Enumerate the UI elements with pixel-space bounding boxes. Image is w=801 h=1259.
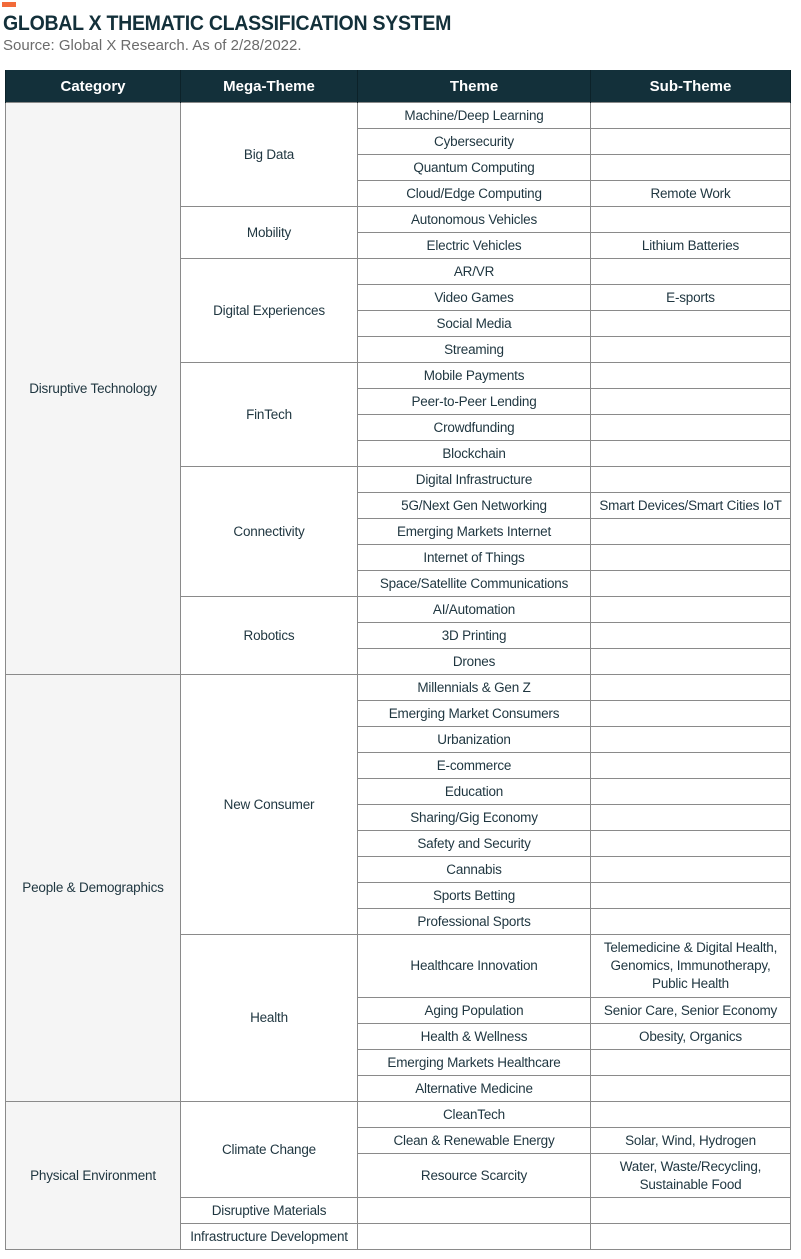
- column-header-sub-theme: Sub-Theme: [591, 70, 791, 103]
- sub-theme-cell: [591, 103, 791, 129]
- sub-theme-cell: [591, 259, 791, 285]
- theme-cell: Sharing/Gig Economy: [358, 805, 591, 831]
- theme-cell: Professional Sports: [358, 909, 591, 935]
- theme-cell: Millennials & Gen Z: [358, 675, 591, 701]
- theme-cell: CleanTech: [358, 1102, 591, 1128]
- mega-theme-cell: New Consumer: [181, 675, 358, 935]
- theme-cell: 5G/Next Gen Networking: [358, 493, 591, 519]
- category-cell: People & Demographics: [6, 675, 181, 1102]
- mega-theme-cell: Climate Change: [181, 1102, 358, 1198]
- theme-cell: Alternative Medicine: [358, 1076, 591, 1102]
- accent-bar: [2, 2, 16, 7]
- theme-cell: Quantum Computing: [358, 155, 591, 181]
- theme-cell: Blockchain: [358, 441, 591, 467]
- sub-theme-cell: [591, 909, 791, 935]
- sub-theme-cell: [591, 649, 791, 675]
- sub-theme-cell: [591, 727, 791, 753]
- sub-theme-cell: Solar, Wind, Hydrogen: [591, 1128, 791, 1154]
- theme-cell: Peer-to-Peer Lending: [358, 389, 591, 415]
- theme-cell: Emerging Market Consumers: [358, 701, 591, 727]
- sub-theme-cell: Remote Work: [591, 181, 791, 207]
- sub-theme-cell: Telemedicine & Digital Health, Genomics, Immunotherapy, Public Health: [591, 935, 791, 998]
- theme-cell: Mobile Payments: [358, 363, 591, 389]
- sub-theme-cell: [591, 1224, 791, 1250]
- column-header-category: Category: [6, 70, 181, 103]
- table-row: [6, 1102, 791, 1128]
- sub-theme-cell: [591, 155, 791, 181]
- theme-cell: Internet of Things: [358, 545, 591, 571]
- theme-cell: Streaming: [358, 337, 591, 363]
- mega-theme-cell: Connectivity: [181, 467, 358, 597]
- sub-theme-cell: [591, 779, 791, 805]
- mega-theme-cell: Infrastructure Development: [181, 1224, 358, 1250]
- column-header-theme: Theme: [358, 70, 591, 103]
- mega-theme-cell: Digital Experiences: [181, 259, 358, 363]
- sub-theme-cell: [591, 805, 791, 831]
- sub-theme-cell: [591, 831, 791, 857]
- sub-theme-cell: [591, 571, 791, 597]
- sub-theme-cell: Senior Care, Senior Economy: [591, 998, 791, 1024]
- sub-theme-cell: E-sports: [591, 285, 791, 311]
- theme-cell: Emerging Markets Healthcare: [358, 1050, 591, 1076]
- sub-theme-cell: [591, 675, 791, 701]
- sub-theme-cell: [591, 857, 791, 883]
- theme-cell: AR/VR: [358, 259, 591, 285]
- mega-theme-cell: Big Data: [181, 103, 358, 207]
- sub-theme-cell: [591, 207, 791, 233]
- mega-theme-cell: FinTech: [181, 363, 358, 467]
- theme-cell: Aging Population: [358, 998, 591, 1024]
- theme-cell: Video Games: [358, 285, 591, 311]
- sub-theme-cell: Smart Devices/Smart Cities IoT: [591, 493, 791, 519]
- sub-theme-cell: [591, 753, 791, 779]
- theme-cell: Digital Infrastructure: [358, 467, 591, 493]
- category-cell: Physical Environment: [6, 1102, 181, 1250]
- theme-cell: Space/Satellite Communications: [358, 571, 591, 597]
- theme-cell: Machine/Deep Learning: [358, 103, 591, 129]
- page-title: GLOBAL X THEMATIC CLASSIFICATION SYSTEM: [3, 12, 452, 35]
- sub-theme-cell: [591, 519, 791, 545]
- theme-cell: Health & Wellness: [358, 1024, 591, 1050]
- theme-cell: Urbanization: [358, 727, 591, 753]
- sub-theme-cell: [591, 1050, 791, 1076]
- sub-theme-cell: Water, Waste/Recycling, Sustainable Food: [591, 1154, 791, 1198]
- sub-theme-cell: [591, 441, 791, 467]
- theme-cell: Clean & Renewable Energy: [358, 1128, 591, 1154]
- table-body: [6, 103, 791, 1250]
- mega-theme-cell: Health: [181, 935, 358, 1102]
- source-note: Source: Global X Research. As of 2/28/2022.: [3, 37, 302, 54]
- sub-theme-cell: [591, 623, 791, 649]
- sub-theme-cell: [591, 1102, 791, 1128]
- mega-theme-cell: Robotics: [181, 597, 358, 675]
- theme-cell: Emerging Markets Internet: [358, 519, 591, 545]
- theme-cell: [358, 1224, 591, 1250]
- sub-theme-cell: Lithium Batteries: [591, 233, 791, 259]
- sub-theme-cell: [591, 701, 791, 727]
- classification-table: [5, 70, 791, 1250]
- sub-theme-cell: [591, 1198, 791, 1224]
- theme-cell: 3D Printing: [358, 623, 591, 649]
- column-header-mega-theme: Mega-Theme: [181, 70, 358, 103]
- sub-theme-cell: [591, 415, 791, 441]
- table-header-row: [6, 70, 791, 103]
- theme-cell: Cybersecurity: [358, 129, 591, 155]
- theme-cell: E-commerce: [358, 753, 591, 779]
- theme-cell: Cannabis: [358, 857, 591, 883]
- sub-theme-cell: [591, 389, 791, 415]
- theme-cell: Cloud/Edge Computing: [358, 181, 591, 207]
- theme-cell: Electric Vehicles: [358, 233, 591, 259]
- theme-cell: Drones: [358, 649, 591, 675]
- sub-theme-cell: [591, 883, 791, 909]
- theme-cell: Social Media: [358, 311, 591, 337]
- sub-theme-cell: [591, 545, 791, 571]
- sub-theme-cell: Obesity, Organics: [591, 1024, 791, 1050]
- mega-theme-cell: Mobility: [181, 207, 358, 259]
- theme-cell: Resource Scarcity: [358, 1154, 591, 1198]
- category-cell: Disruptive Technology: [6, 103, 181, 675]
- theme-cell: Crowdfunding: [358, 415, 591, 441]
- theme-cell: [358, 1198, 591, 1224]
- theme-cell: AI/Automation: [358, 597, 591, 623]
- sub-theme-cell: [591, 337, 791, 363]
- table-row: [6, 675, 791, 701]
- theme-cell: Education: [358, 779, 591, 805]
- theme-cell: Sports Betting: [358, 883, 591, 909]
- sub-theme-cell: [591, 467, 791, 493]
- sub-theme-cell: [591, 129, 791, 155]
- sub-theme-cell: [591, 1076, 791, 1102]
- theme-cell: Autonomous Vehicles: [358, 207, 591, 233]
- theme-cell: Healthcare Innovation: [358, 935, 591, 998]
- sub-theme-cell: [591, 597, 791, 623]
- sub-theme-cell: [591, 311, 791, 337]
- mega-theme-cell: Disruptive Materials: [181, 1198, 358, 1224]
- theme-cell: Safety and Security: [358, 831, 591, 857]
- sub-theme-cell: [591, 363, 791, 389]
- table-row: [6, 103, 791, 129]
